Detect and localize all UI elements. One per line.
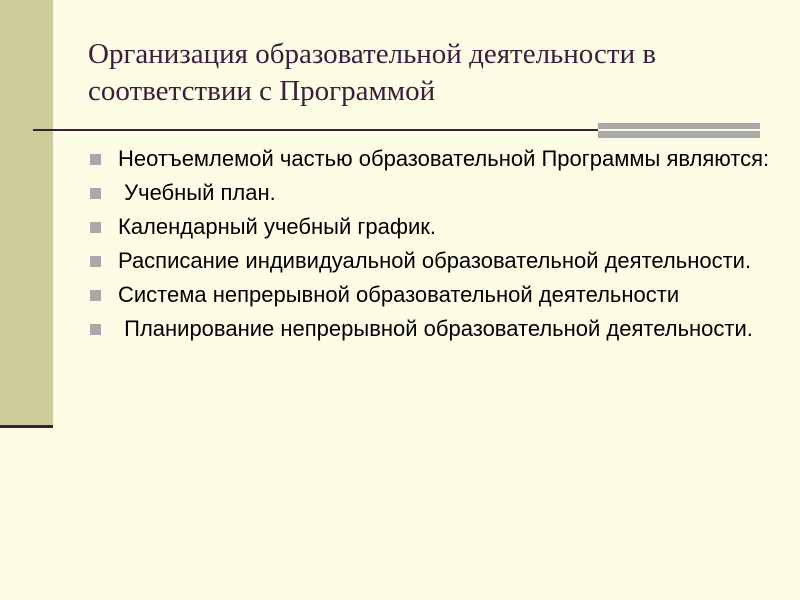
- bullet-item: [90, 214, 770, 239]
- bullet-text: Планирование непрерывной образовательной деятельности.: [118, 316, 753, 341]
- square-bullet-icon: [90, 324, 101, 335]
- title-underline-accent: [598, 123, 760, 138]
- bullet-text: Расписание индивидуальной образовательной деятельности.: [118, 248, 752, 273]
- bullet-text: Неотъемлемой частью образовательной Программы являются:: [118, 146, 770, 171]
- square-bullet-icon: [90, 188, 101, 199]
- square-bullet-icon: [90, 222, 101, 233]
- slide-title: Организация образовательной деятельности в соответствии с Программой: [88, 38, 657, 107]
- bullet-item: [90, 180, 770, 205]
- bullet-text: Система непрерывной образовательной деятельности: [118, 282, 680, 307]
- square-bullet-icon: [90, 290, 101, 301]
- left-decorative-band: [0, 0, 53, 425]
- bullet-item: [90, 282, 770, 307]
- bullet-item: [90, 316, 770, 341]
- bullet-list: [90, 146, 770, 350]
- left-band-divider: [0, 425, 53, 428]
- accent-stripe: [598, 129, 760, 131]
- square-bullet-icon: [90, 256, 101, 267]
- bullet-item: [90, 146, 770, 171]
- bullet-item: [90, 248, 770, 273]
- square-bullet-icon: [90, 154, 101, 165]
- bullet-text: Учебный план.: [118, 180, 276, 205]
- bullet-text: Календарный учебный график.: [118, 214, 436, 239]
